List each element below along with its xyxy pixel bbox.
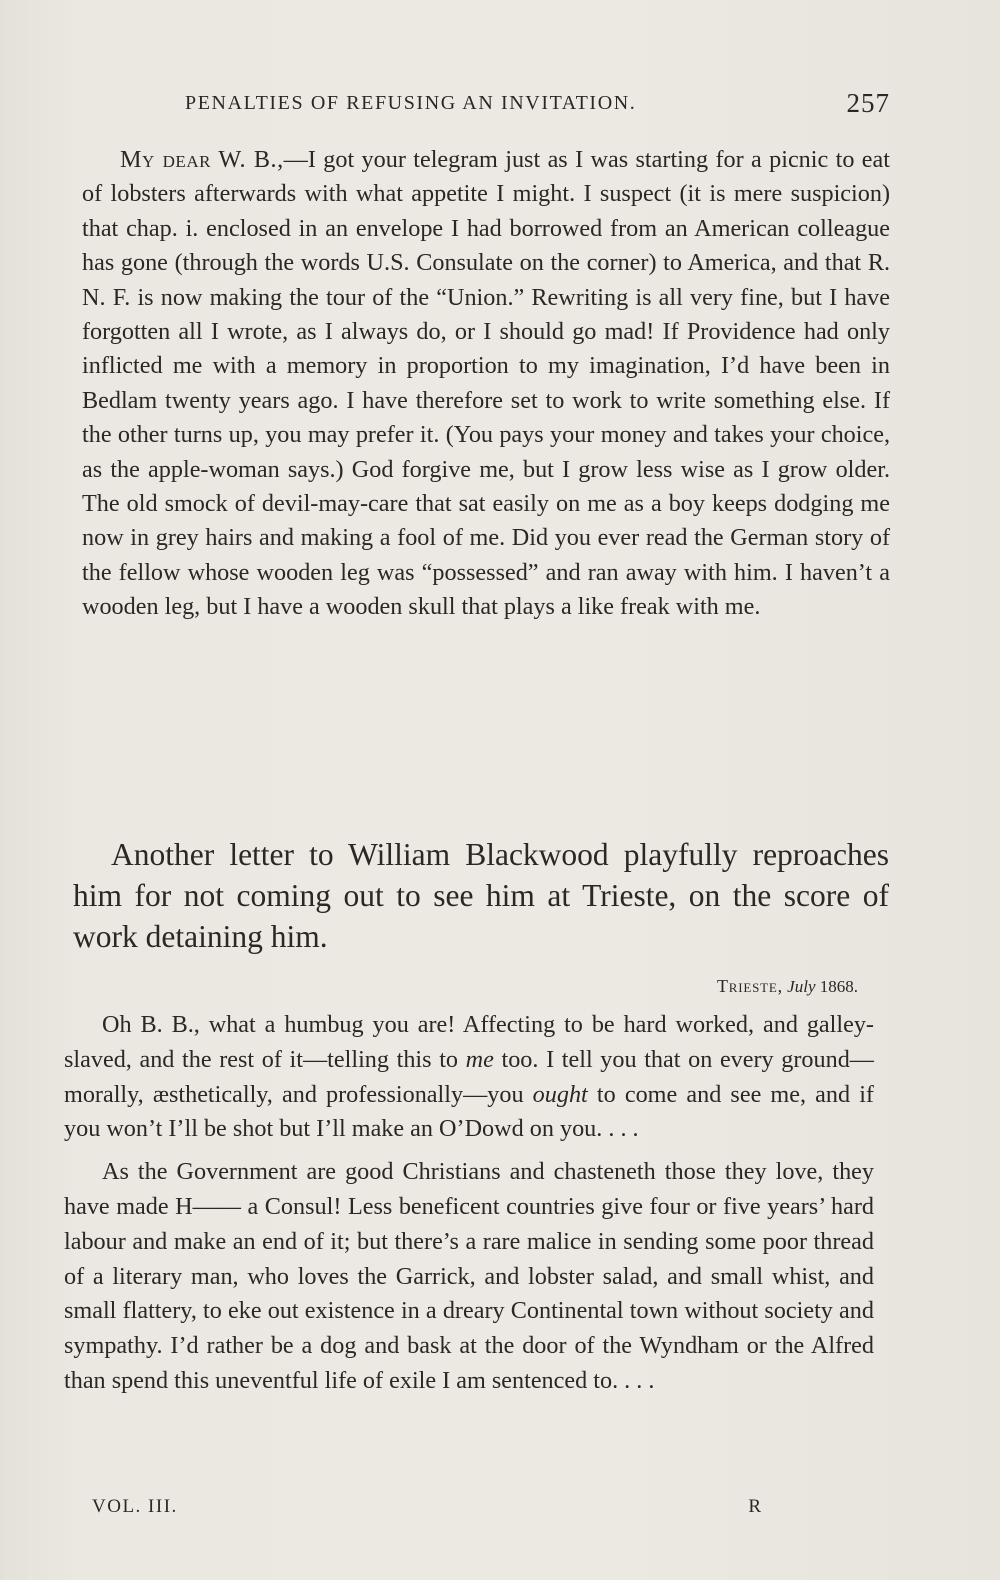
letter-text: Oh B. B., what a humbug you are! Affecting to be hard worked, and galley-slaved, and the rest of it—telling this to <box>64 1011 874 1073</box>
letter-paragraph: As the Government are good Christians and chasteneth those they love, they have made H—— a Consul! Less beneficent countries give four or five years’ hard labour and make an end of it; but there’s a rare malice in sending some poor thread of a literary man, who loves the Garrick, and lobster salad, and small whist, and small flattery, to eke out existence in a dreary Continental town without society and sympathy. I’d rather be a dog and bask at the door of the Wyndham or the Alfred than spend this uneventful life of exile I am sentenced to. . . . <box>64 1158 874 1394</box>
dateline-month: July <box>787 977 816 996</box>
dateline-place: Trieste, <box>716 976 783 996</box>
letter-body: —I got your telegram just as I was starting for a picnic to eat of lobsters afterwards with what appetite I might. I suspect (it is mere suspicion) that chap. i. enclosed in an envelope I had borrowed from an American colleague has gone (through the words U.S. Consulate on the corner) to America, and that R. N. F. is now making the tour of the “Union.” Rewriting is all very fine, but I have forgotten all I wrote, as I always do, or I should go mad! If Providence had only inflicted me with a memory in proportion to my imagination, I’d have been in Bedlam twenty years ago. I have therefore set to work to write something else. If the other turns up, you may prefer it. (You pays your money and takes your choice, as the apple-woman says.) God forgive me, but I grow less wise as I grow older. The old smock of devil-may-care that sat easily on me as a boy keeps dodging me now in grey hairs and making a fool of me. Did you ever read the German story of the fellow whose wooden leg was “possessed” and ran away with him. I haven’t a wooden leg, but I have a wooden skull that plays a like freak with me. <box>82 146 890 621</box>
letter-to-b-b <box>64 1008 874 1399</box>
running-title: PENALTIES OF REFUSING AN INVITATION. <box>185 92 637 114</box>
letter-to-w-b <box>82 143 890 625</box>
letter-text: to come and see me, and if you won’t I’ll be shot but I’ll make an O’Dowd on you. . . . <box>64 1080 874 1143</box>
signature-mark: R <box>748 1496 762 1517</box>
letter-salutation: My dear W. B., <box>120 146 284 173</box>
volume-marker: VOL. III. <box>92 1496 178 1517</box>
narrative-paragraph: Another letter to William Blackwood playfully reproaches him for not coming out to see him at Trieste, on the score of work detaining him. <box>73 837 889 954</box>
letter-paragraph <box>64 1008 874 1147</box>
page-number: 257 <box>846 88 890 118</box>
page-header <box>185 88 890 124</box>
page-footer <box>92 1496 762 1526</box>
letter-dateline <box>717 976 858 997</box>
dateline-year: 1868. <box>819 977 858 996</box>
emphasis-text: ought <box>532 1080 588 1108</box>
letter-text: too. I tell you that on every ground—morally, æsthetically, and professionally—you <box>64 1045 874 1108</box>
letter-paragraph <box>82 143 890 625</box>
emphasis-text: me <box>465 1045 494 1073</box>
